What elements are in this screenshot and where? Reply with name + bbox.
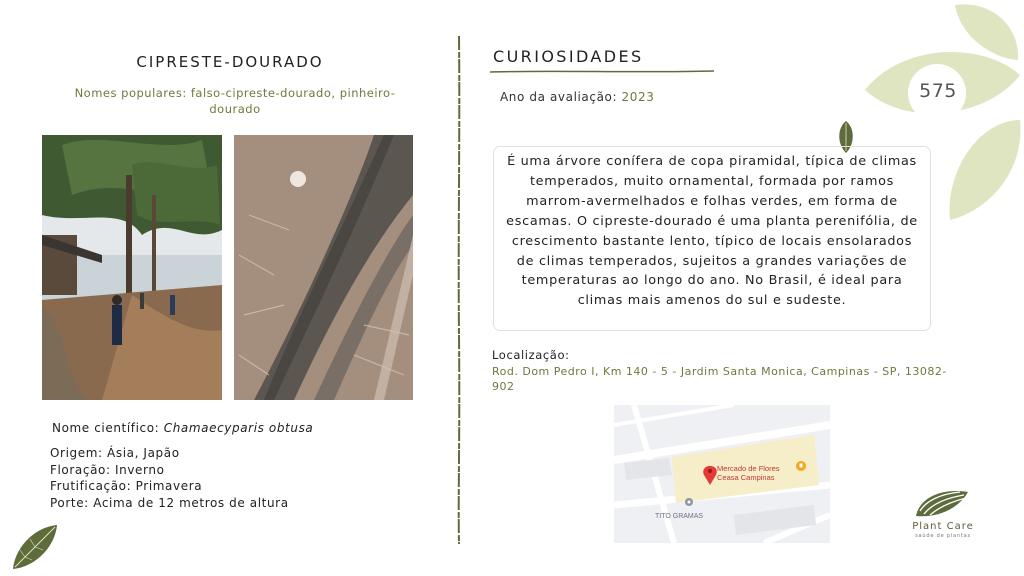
plant-photo-tree	[42, 135, 222, 400]
evaluation-year	[500, 90, 655, 104]
plant-facts	[50, 445, 289, 511]
nearby-pin-icon[interactable]	[685, 498, 693, 506]
map-place-line2: Ceasa Campinas	[717, 473, 775, 482]
poi-icon[interactable]	[796, 461, 806, 471]
fruiting-text: Frutificação: Primavera	[50, 479, 203, 493]
year-label: Ano da avaliação:	[500, 90, 622, 104]
brand-tagline: saúde de plantas	[915, 533, 971, 539]
curiosities-title: CURIOSIDADES	[493, 47, 644, 66]
decorative-leaf-bottom-left	[10, 522, 60, 572]
description-text: É uma árvore conífera de copa piramidal, típica de climas temperados, muito ornamental, formada por ramos marrom-avermelhados e folhas verdes, em forma de escamas. O cipreste-dourado é uma planta perenifólia, de crescimento bastante lento, típico de locais ensolarados de climas temperados, sujeitos a grandes variações de temperaturas ao longo do ano. No Brasil, é ideal para climas mais amenos do sul e sudeste.	[506, 154, 918, 309]
size-text: Porte: Acima de 12 metros de altura	[50, 495, 289, 510]
vertical-divider	[456, 36, 462, 544]
plant-photo-trunk	[234, 135, 413, 400]
location-label: Localização:	[492, 348, 570, 362]
year-value: 2023	[621, 90, 655, 104]
page-number: 575	[919, 80, 957, 102]
description-box	[493, 146, 931, 331]
title-underline	[490, 69, 714, 74]
origin-text: Origem: Ásia, Japão	[50, 446, 180, 460]
location-address: Rod. Dom Pedro I, Km 140 - 5 - Jardim Santa Monica, Campinas - SP, 13082-902	[492, 365, 947, 393]
scientific-name-label: Nome científico:	[52, 421, 164, 435]
popular-names: Nomes populares: falso-cipreste-dourado, pinheiro-dourado	[74, 86, 396, 116]
scientific-name	[52, 421, 313, 435]
brand-name: Plant Care	[912, 521, 974, 532]
flowering-text: Floração: Inverno	[50, 462, 165, 477]
plant-care-logo-icon	[914, 486, 970, 520]
map-nearby-label: TITO GRAMAS	[655, 513, 704, 520]
map-place-line1: Mercado de Flores	[717, 464, 780, 473]
location-map[interactable]	[614, 405, 830, 543]
scientific-name-value: Chamaecyparis obtusa	[163, 421, 314, 435]
plant-name-title: CIPRESTE-DOURADO	[136, 53, 324, 71]
